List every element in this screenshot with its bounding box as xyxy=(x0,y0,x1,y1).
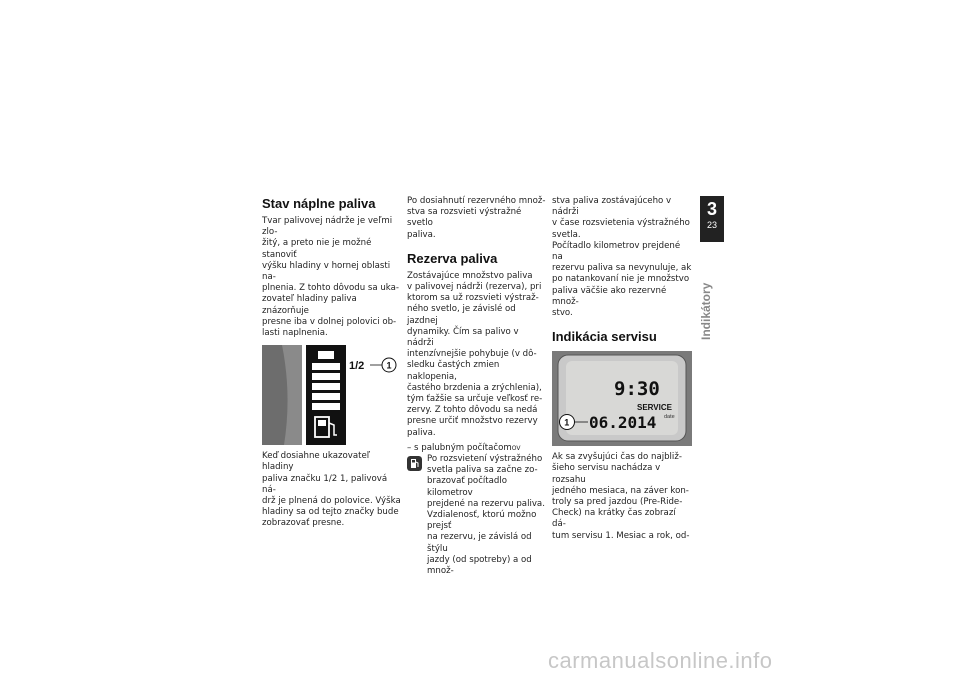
fuel-pump-icon xyxy=(407,456,422,471)
chapter-tab xyxy=(700,196,724,242)
paragraph-reserve-odometer: Po rozsvietení výstražného svetla paliva sa začne zo- brazovať počítadlo kilometrov prejdené na rezervu paliva. Vzdialenosť, ktorú možno prejsť na rezervu, je závislá od štýlu jazdy (od spotreby) a od množ- xyxy=(427,454,545,577)
service-display-illustration xyxy=(552,351,692,446)
display-date: 06.2014 xyxy=(589,413,657,433)
paragraph-fuel-reserve: Zostávajúce množstvo paliva v palivovej nádrži (rezerva), pri ktorom sa už rozsvieti výstraž- ného svetlo, je závislé od jazdnej dynamiky. Čím sa palivo v nádrži intenzívnejšie pohybuje (v dô- sledku častých zmien naklopenia, častého brzdenia a zrýchlenia), tým ťažšie sa určuje veľkosť re- zervy. Z tohto dôvodu sa nedá presne určiť množstvo rezervy paliva. xyxy=(407,270,543,438)
fuel-gauge-illustration xyxy=(262,345,402,445)
paragraph-service-date: Ak sa zvyšujúci čas do najbliž- šieho servisu nachádza v rozsahu jedného mesiaca, na záver kon- troly sa pred jazdou (Pre-Ride- Check) na krátky čas zobrazí dá- tum servisu 1. Mesiac a rok, od- xyxy=(552,452,690,541)
display-callout-number: 1 xyxy=(564,417,570,428)
section-title-vertical: Indikátory xyxy=(699,282,713,340)
paragraph-reserve-continued: stva paliva zostávajúceho v nádrži v čase rozsvietenia výstražného svetla. Počítadlo kilometrov prejdené na rezervu paliva sa nevynuluje, ak po natankovaní nie je množstvo paliva väčšie ako rezervné množ- stvo. xyxy=(552,196,692,319)
service-display-figure xyxy=(552,351,692,446)
gauge-half-label: 1/2 xyxy=(349,360,365,373)
heading-service-indicator: Indikácia servisu xyxy=(552,329,657,345)
onboard-computer-line xyxy=(407,443,547,454)
page-number: 23 xyxy=(706,220,717,230)
paragraph-fuel-level-intro: Tvar palivovej nádrže je veľmi zlo- žitý, a preto nie je možné stanoviť výšku hladiny v hornej oblasti na- plnenia. Z tohto dôvodu sa uka- zovateľ hladiny paliva znázorňuje presne iba v dolnej polovici ob- lasti naplnenia. xyxy=(262,216,399,339)
fuel-gauge-figure xyxy=(262,345,402,445)
heading-fuel-level: Stav náplne paliva xyxy=(262,196,376,211)
column-2 xyxy=(407,196,547,581)
reserve-note xyxy=(407,454,547,577)
display-date-label: date xyxy=(664,414,675,421)
paragraph-reserve-light: Po dosiahnutí rezervného množ- stva sa rozsvieti výstražné svetlo paliva. xyxy=(407,196,546,240)
chapter-number: 3 xyxy=(706,199,717,219)
paragraph-fuel-level-half: Keď dosiahne ukazovateľ hladiny paliva značku 1/2 1, palivová ná- drž je plnená do polovice. Výška hladiny sa od tejto značky bude zobrazovať presne. xyxy=(262,451,401,529)
heading-fuel-reserve: Rezerva paliva xyxy=(407,250,498,266)
onboard-computer-text: – s palubným počítačom xyxy=(407,442,512,453)
column-1 xyxy=(262,196,402,534)
column-3 xyxy=(552,196,692,546)
watermark: carmanualsonline.info xyxy=(548,648,773,673)
display-service-label: SERVICE xyxy=(637,403,672,413)
onboard-computer-sup: OV xyxy=(511,444,521,452)
gauge-callout-number: 1 xyxy=(386,360,392,371)
display-time: 9:30 xyxy=(614,378,660,401)
